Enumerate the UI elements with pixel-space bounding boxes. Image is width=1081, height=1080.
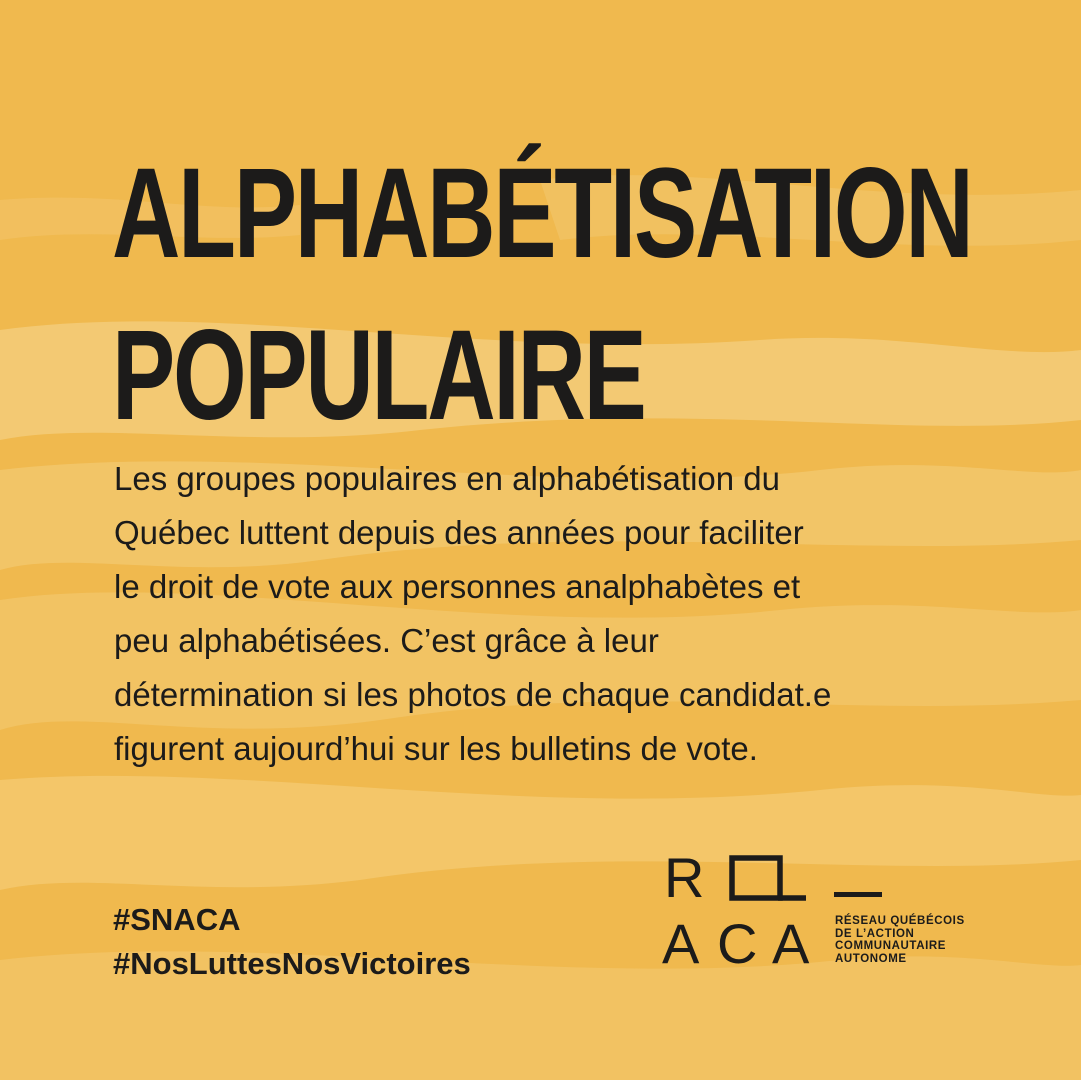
body-line: le droit de vote aux personnes analphabètes et <box>114 568 801 605</box>
rqaca-logo <box>662 846 982 980</box>
body-line: figurent aujourd’hui sur les bulletins de vote. <box>114 730 758 767</box>
logo-letter-r: R <box>664 846 705 909</box>
page-title <box>112 133 972 457</box>
hashtags <box>113 898 471 986</box>
body-line: Québec luttent depuis des années pour faciliter <box>114 514 804 551</box>
speech-bubble-icon <box>728 854 818 912</box>
logo-tagline-line: DE L’ACTION <box>835 927 915 940</box>
logo-underscore <box>834 892 882 897</box>
hashtag-snaca: #SNACA <box>113 902 241 937</box>
hashtag-nosluttesnosvictoires: #NosLuttesNosVictoires <box>113 946 471 981</box>
body-line: détermination si les photos de chaque candidat.e <box>114 676 832 713</box>
body-paragraph <box>114 452 994 776</box>
logo-letter-a: A <box>772 912 810 975</box>
title-line-2: POPULAIRE <box>112 304 645 447</box>
logo-letter-a: A <box>662 912 700 975</box>
logo-tagline-line: COMMUNAUTAIRE <box>835 940 947 952</box>
logo-tagline-line: AUTONOME <box>835 952 907 965</box>
logo-tagline-line: RÉSEAU QUÉBÉCOIS <box>835 915 965 927</box>
logo-tagline <box>835 915 965 965</box>
body-line: peu alphabétisées. C’est grâce à leur <box>114 622 659 659</box>
body-line: Les groupes populaires en alphabétisation du <box>114 460 780 497</box>
title-line-1: ALPHABÉTISATION <box>112 142 972 285</box>
logo-letter-c: C <box>717 912 758 975</box>
